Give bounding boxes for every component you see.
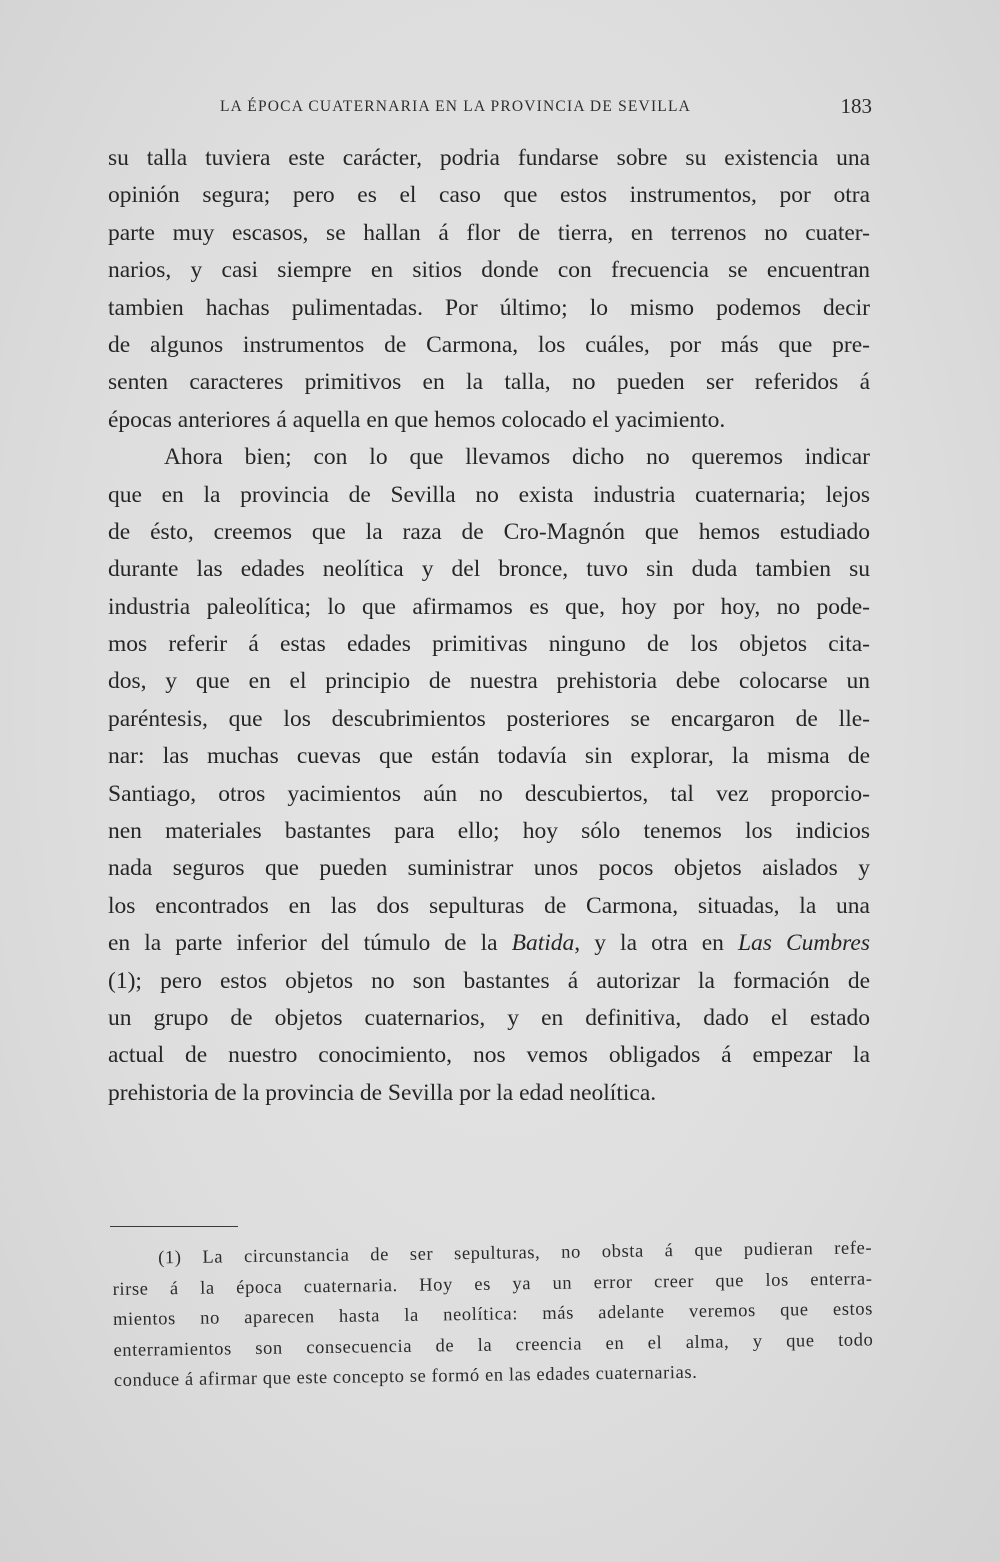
italic-place-name: Batida (511, 930, 575, 957)
text-line: Santiago, otros yacimientos aún no descubiertos, tal vez proporcio- (108, 780, 870, 807)
text-line: épocas anteriores á aquella en que hemos colocado el yacimiento. (108, 406, 726, 433)
text-line: nar: las muchas cuevas que están todavía sin explorar, la misma de (108, 743, 870, 770)
footnote-line: conduce á afirmar que este concepto se formó en las edades cuaternarias. (113, 1362, 698, 1391)
text-run: en la parte inferior del túmulo de la (108, 930, 512, 957)
running-head (108, 94, 872, 124)
text-line: mos referir á estas edades primitivas ninguno de los objetos cita- (108, 631, 870, 658)
text-line: actual de nuestro conocimiento, nos vemos obligados á empezar la (108, 1042, 870, 1069)
text-line: que en la provincia de Sevilla no exista industria cuaternaria; lejos (108, 481, 870, 508)
text-line: narios, y casi siempre en sitios donde con frecuencia se encuentran (108, 257, 870, 284)
text-line: senten caracteres primitivos en la talla, no pueden ser referidos á (108, 369, 870, 396)
running-title: LA ÉPOCA CUATERNARIA EN LA PROVINCIA DE SEVILLA (220, 98, 692, 115)
text-line: tambien hachas pulimentadas. Por último; lo mismo podemos decir (108, 294, 870, 321)
footnote-line: rirse á la época cuaternaria. Hoy es ya un error creer que los enterra- (112, 1268, 873, 1300)
text-line: durante las edades neolítica y del bronce, tuvo sin duda tambien su (108, 556, 870, 583)
footnote-line: mientos no aparecen hasta la neolítica: más adelante veremos que estos (112, 1299, 874, 1330)
text-line: paréntesis, que los descubrimientos posteriores se encargaron de lle- (108, 705, 870, 732)
text-line-with-italics (108, 925, 870, 962)
text-line: dos, y que en el principio de nuestra prehistoria debe colocarse un (108, 668, 870, 695)
text-line: su talla tuviera este carácter, podria fundarse sobre su existencia una (108, 145, 870, 171)
footnote-line: enterramientos son consecuencia de la creencia en el alma, y que todo (113, 1329, 874, 1361)
text-run: , y la otra en (574, 930, 738, 957)
text-line: de algunos instrumentos de Carmona, los cuáles, por más que pre- (108, 331, 870, 358)
footnote (112, 1233, 874, 1396)
footnote-line: (1) La circunstancia de ser sepulturas, no obsta á que pudieran refe- (158, 1238, 873, 1269)
text-line: nada seguros que pueden suministrar unos pocos objetos aislados y (108, 855, 870, 882)
text-line: prehistoria de la provincia de Sevilla por la edad neolítica. (108, 1079, 657, 1106)
text-line: parte muy escasos, se hallan á flor de tierra, en terrenos no cuater- (108, 219, 870, 246)
page-number: 183 (840, 94, 872, 118)
body-text (108, 140, 870, 1112)
text-line: nen materiales bastantes para ello; hoy sólo tenemos los indicios (108, 818, 870, 845)
paragraph-start-line: Ahora bien; con lo que llevamos dicho no queremos indicar (164, 444, 870, 471)
text-line: de ésto, creemos que la raza de Cro-Magnón que hemos estudiado (108, 518, 870, 545)
text-line: industria paleolítica; lo que afirmamos es que, hoy por hoy, no pode- (108, 593, 870, 620)
footnote-divider (110, 1226, 238, 1227)
text-line: un grupo de objetos cuaternarios, y en definitiva, dado el estado (108, 1004, 870, 1031)
text-line: opinión segura; pero es el caso que estos instrumentos, por otra (108, 182, 870, 209)
italic-place-name: Las Cumbres (737, 930, 870, 957)
text-line: (1); pero estos objetos no son bastantes á autorizar la formación de (108, 967, 870, 994)
text-line: los encontrados en las dos sepulturas de Carmona, situadas, la una (108, 892, 870, 919)
